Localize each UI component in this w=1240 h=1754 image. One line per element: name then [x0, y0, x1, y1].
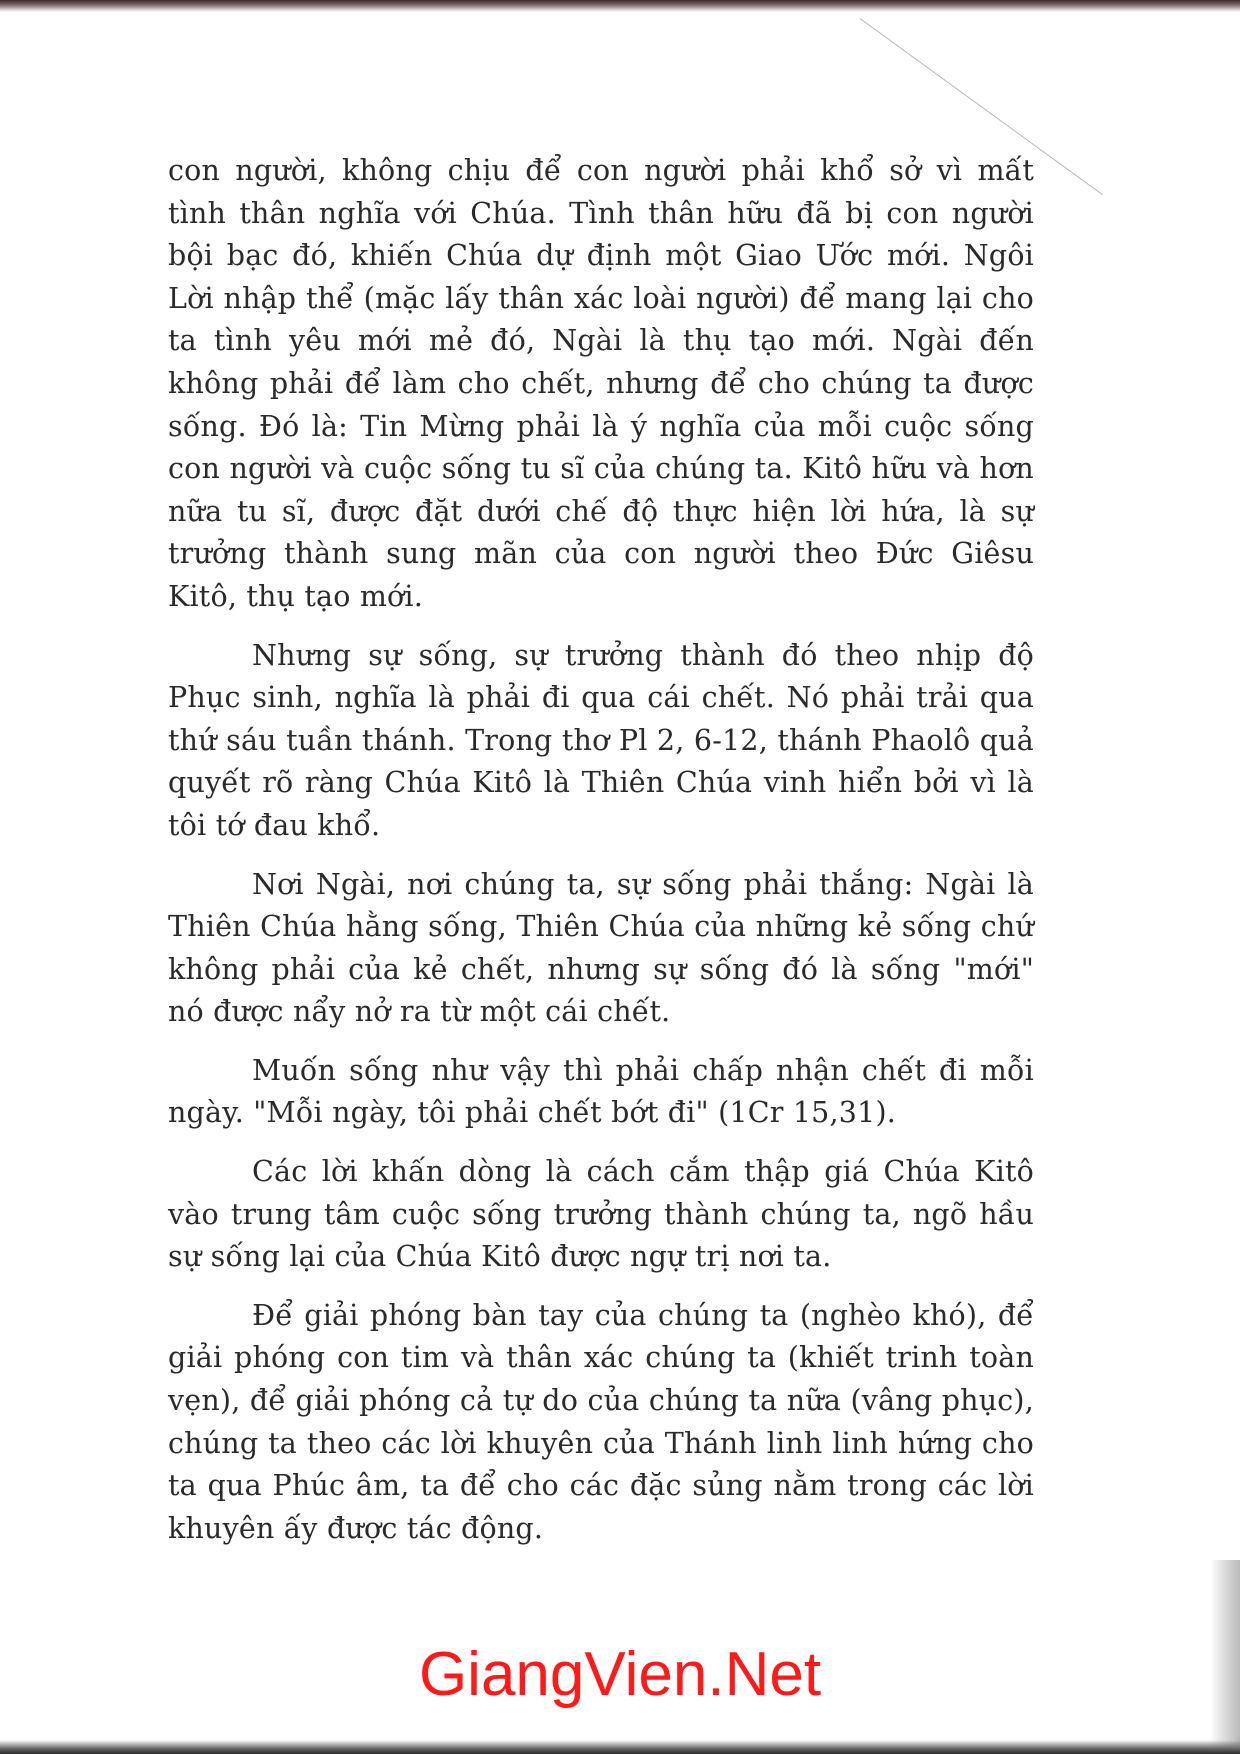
paragraph-3: Nơi Ngài, nơi chúng ta, sự sống phải thắng: Ngài là Thiên Chúa hằng sống, Thiên Chúa của những kẻ sống chứ không phải của kẻ chết, nhưng sự sống đó là sống "mới" nó được nẩy nở ra từ một cái chết.	[168, 867, 1034, 1029]
paragraph-6: Để giải phóng bàn tay của chúng ta (nghèo khó), để giải phóng con tim và thân xác chúng ta (khiết trinh toàn vẹn), để giải phóng cả tự do của chúng ta nữa (vâng phục), chúng ta theo các lời khuyên của Thánh linh linh hứng cho ta qua Phúc âm, ta để cho các đặc sủng nằm trong các lời khuyên ấy được tác động.	[168, 1298, 1034, 1545]
paragraph-4: Muốn sống như vậy thì phải chấp nhận chết đi mỗi ngày. "Mỗi ngày, tôi phải chết bớt đi" (1Cr 15,31).	[168, 1053, 1034, 1130]
paragraph-5: Các lời khấn dòng là cách cắm thập giá Chúa Kitô vào trung tâm cuộc sống trưởng thành chúng ta, ngõ hầu sự sống lại của Chúa Kitô được ngự trị nơi ta.	[168, 1155, 1034, 1274]
paragraph-2: Nhưng sự sống, sự trưởng thành đó theo nhịp độ Phục sinh, nghĩa là phải đi qua cái chết. Nó phải trải qua thứ sáu tuần thánh. Trong thơ Pl 2, 6-12, thánh Phaolô quả quyết rõ ràng Chúa Kitô là Thiên Chúa vinh hiển bởi vì là tôi tớ đau khổ.	[168, 638, 1034, 842]
scan-right-shadow	[1210, 1560, 1240, 1754]
watermark-text: GiangVien.Net	[418, 1640, 822, 1709]
scan-bottom-edge	[0, 1740, 1240, 1754]
scan-top-edge	[0, 0, 1240, 12]
paragraph-1: con người, không chịu để con người phải khổ sở vì mất tình thân nghĩa với Chúa. Tình thân hữu đã bị con người bội bạc đó, khiến Chúa dự định một Giao Ước mới. Ngôi Lời nhập thể (mặc lấy thân xác loài người) để mang lại cho ta tình yêu mới mẻ đó, Ngài là thụ tạo mới. Ngài đến không phải để làm cho chết, nhưng để cho chúng ta được sống. Đó là: Tin Mừng phải là ý nghĩa của mỗi cuộc sống con người và cuộc sống tu sĩ của chúng ta. Kitô hữu và hơn nữa tu sĩ, được đặt dưới chế độ thực hiện lời hứa, là sự trưởng thành sung mãn của con người theo Đức Giêsu Kitô, thụ tạo mới.	[168, 154, 1034, 613]
page-body-text	[168, 150, 1034, 1566]
